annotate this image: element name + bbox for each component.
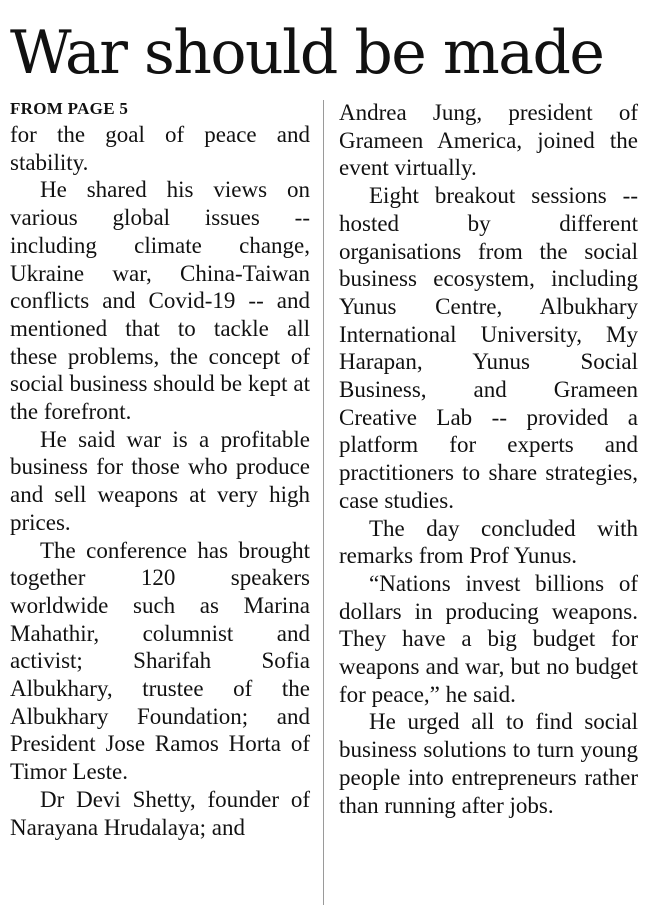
paragraph: “Nations invest billions of dollars in producing weapons. They have a big budget for weapons and war, but no budget for peace,” he said. <box>339 570 638 707</box>
paragraph: The conference has brought together 120 speakers worldwide such as Marina Mahathir, columnist and activist; Sharifah Sofia Albukhary, trustee of the Albukhary Foundation; and President Jose Ramos Horta of Timor Leste. <box>10 537 310 785</box>
paragraph: He said war is a profitable business for those who produce and sell weapons at very high prices. <box>10 426 310 535</box>
paragraph: for the goal of peace and stability. <box>10 122 310 175</box>
column-divider <box>323 100 324 905</box>
article-headline: War should be made <box>10 18 604 88</box>
paragraph: He shared his views on various global issues -- including climate change, Ukraine war, China-Taiwan conflicts and Covid-19 -- and mentioned that to tackle all these problems, the concept of social business should be kept at the forefront. <box>10 177 310 425</box>
paragraph: Andrea Jung, president of Grameen America, joined the event virtually. <box>339 100 638 181</box>
paragraph: He urged all to find social business solutions to turn young people into entrepreneurs rather than running after jobs. <box>339 709 638 818</box>
paragraph: Eight breakout sessions -- hosted by different organisations from the social business ecosystem, including Yunus Centre, Albukhary International University, My Harapan, Yunus Social Business, and Grameen Creative Lab -- provided a platform for experts and practitioners to share strategies, case studies. <box>339 183 638 513</box>
paragraph: Dr Devi Shetty, founder of Narayana Hrudalaya; and <box>10 786 310 840</box>
paragraph: The day concluded with remarks from Prof Yunus. <box>339 515 638 569</box>
article-column-left <box>10 97 310 841</box>
continued-from-label: FROM PAGE 5 <box>10 99 129 118</box>
article-column-right <box>339 99 638 819</box>
